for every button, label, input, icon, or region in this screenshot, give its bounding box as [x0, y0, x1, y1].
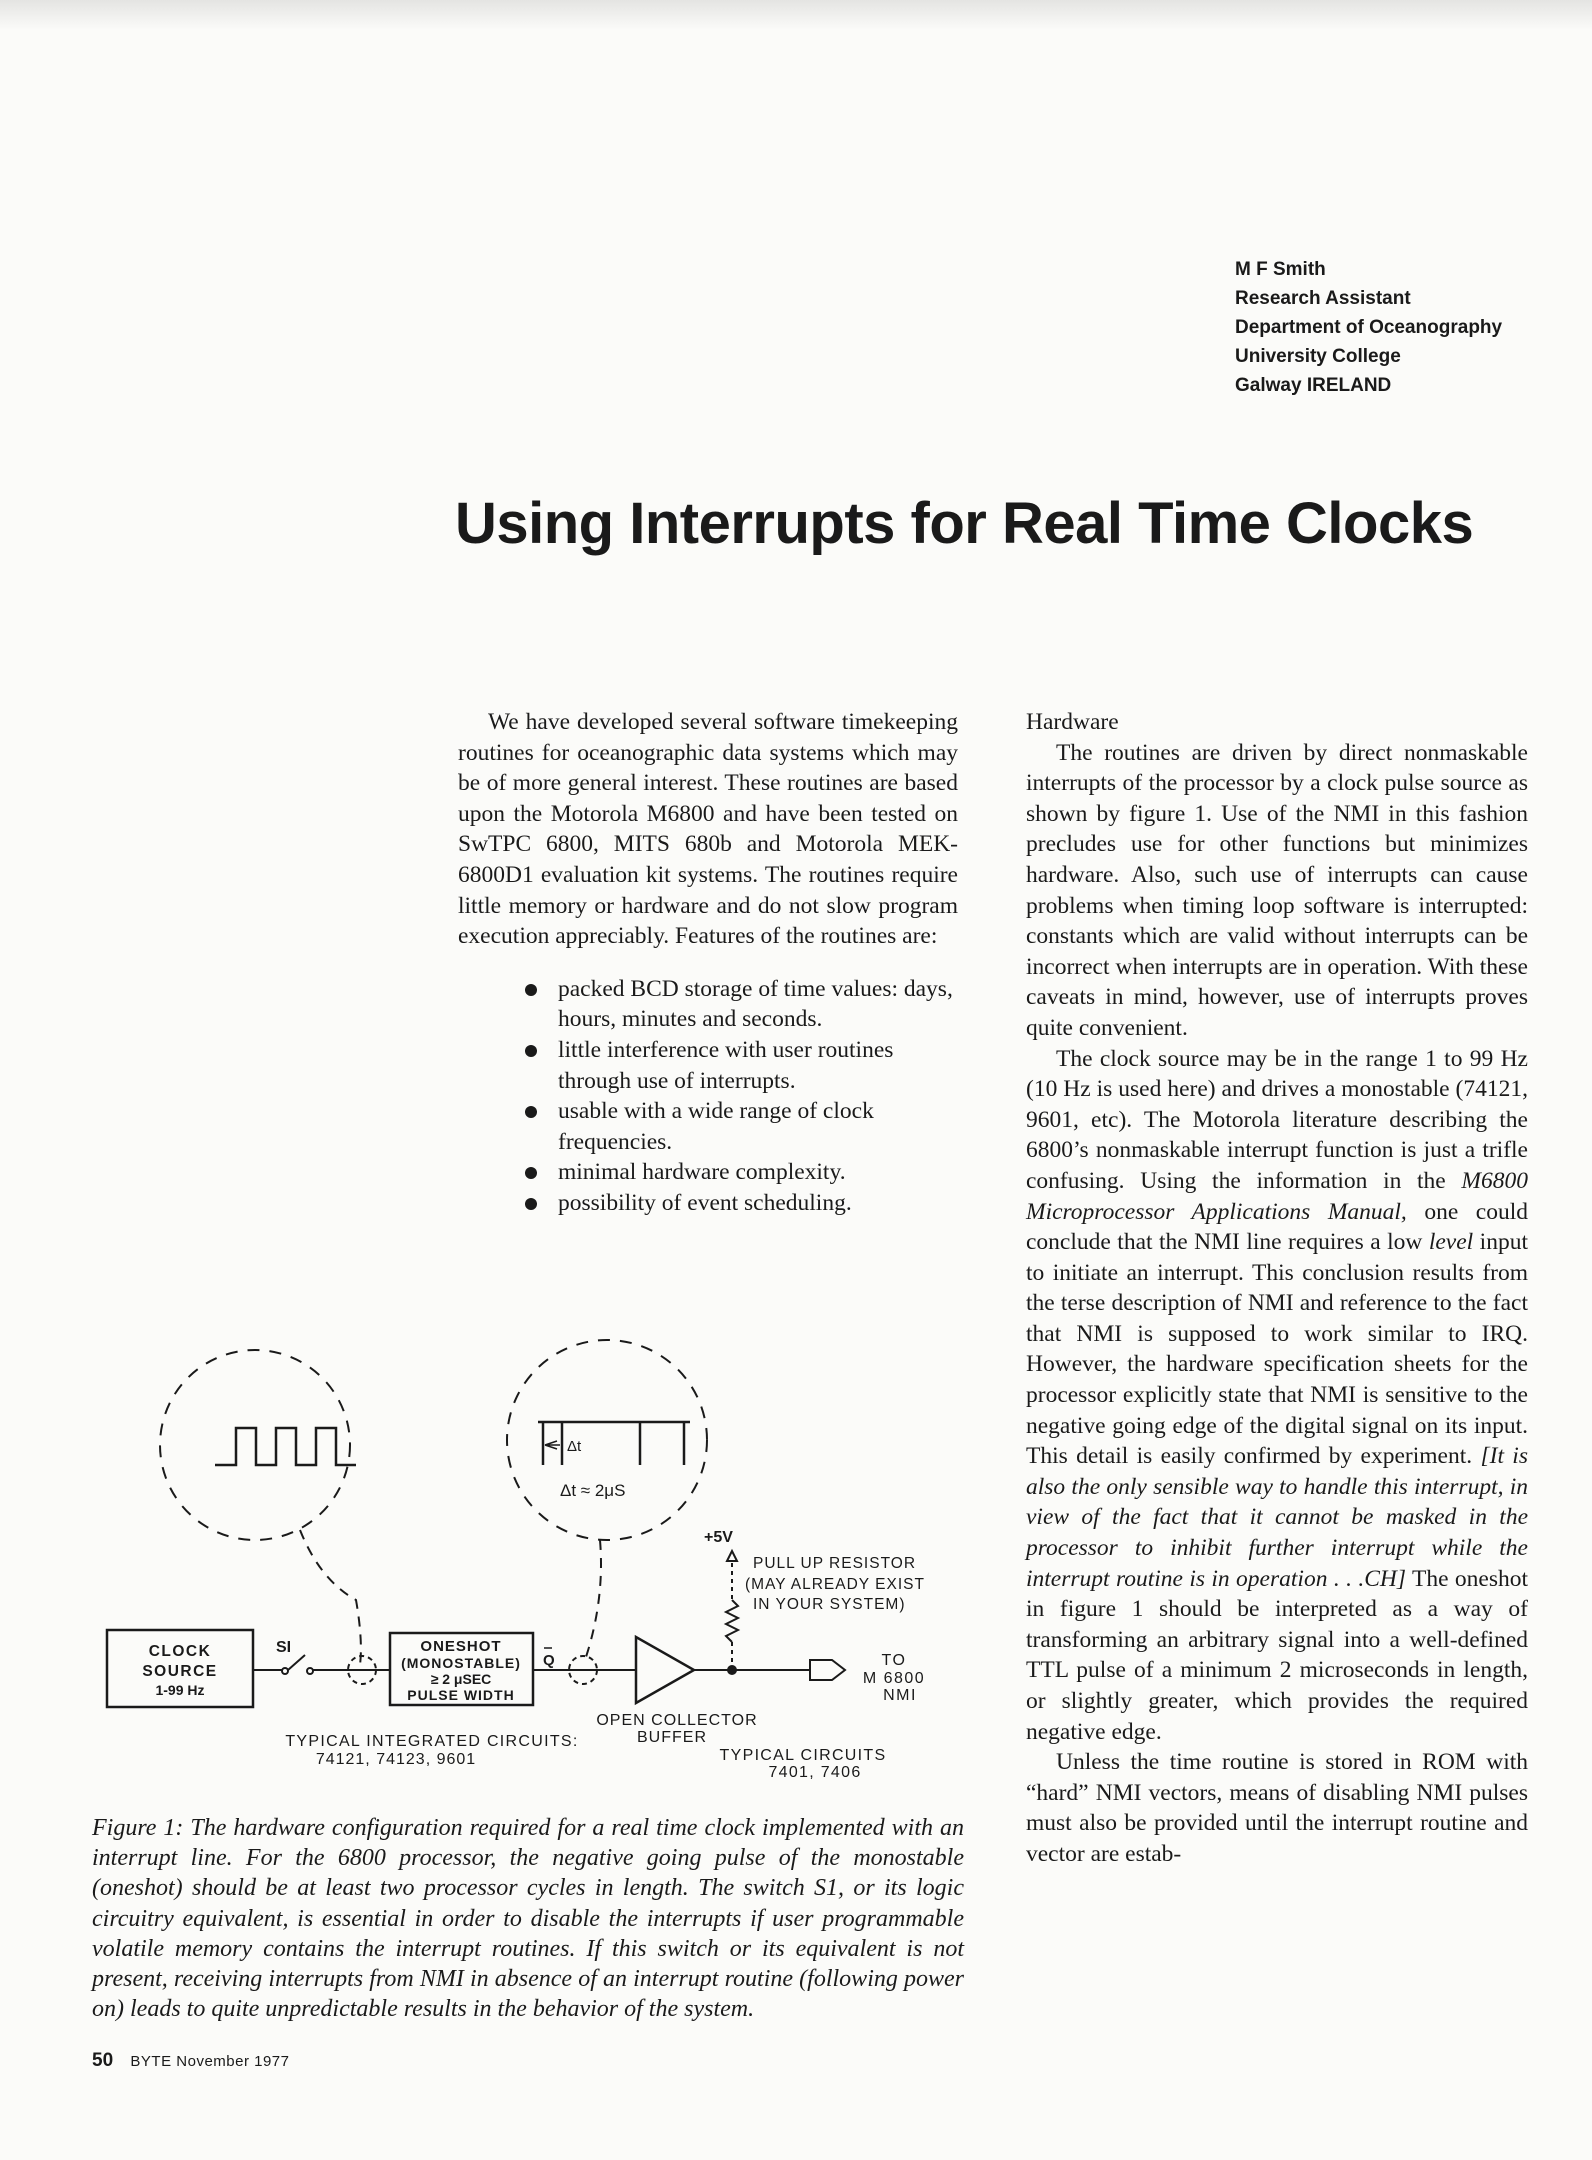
list-item: packed BCD storage of time values: days, hours, minutes and seconds. [558, 974, 958, 1035]
manual-title: M6800 Microprocessor Applications Manual, [1026, 1167, 1528, 1225]
switch-contact [307, 1668, 313, 1674]
list-item: little interference with user routines through use of interrupts. [558, 1035, 958, 1096]
page-number: 50 [92, 2050, 114, 2071]
list-item: minimal hardware complexity. [558, 1157, 958, 1188]
oneshot-label: ≥ 2 μSEC [430, 1671, 492, 1687]
switch-s1-icon [288, 1655, 305, 1670]
author-location: Galway IRELAND [1235, 375, 1392, 396]
clock-range: 1-99 Hz [155, 1682, 205, 1698]
delta-equation: Δt ≈ 2μS [560, 1481, 626, 1500]
delta-label: Δt [567, 1438, 582, 1455]
editor-note: [It is also the only sensible way to handle this interrupt, in view of the fact that it cannot be masked in the processor to inhibit further interrupt while the interrupt routine is in operation . . .CH] [1026, 1443, 1528, 1592]
to-label: M 6800 [862, 1670, 926, 1687]
ic-note: TYPICAL INTEGRATED CIRCUITS: [285, 1733, 579, 1750]
emphasis-level: level [1428, 1229, 1474, 1256]
intro-paragraph: We have developed several software timekeeping routines for oceanographic data systems which may be of more general interest. These routines are based upon the Motorola M6800 and have been tested on SwTPC 6800, MITS 680b and Motorola MEK-6800D1 evaluation kit systems. The routines require little memory or hardware and do not slow program execution appreciably. Features of the routines are: [458, 709, 958, 950]
page-footer [92, 2050, 290, 2072]
issue-line: BYTE November 1977 [130, 2053, 290, 2070]
pullup-resistor-icon [726, 1600, 738, 1642]
waveform-leader-right [585, 1540, 601, 1660]
caption-text: The hardware configuration required for a real time clock implemented with an interrupt line. For the 6800 processor, the negative going pulse of the monostable (oneshot) should be at least two processor cycles in length. The switch S1, or its logic circuitry equivalent, is essential in order to disable the interrupts if user programmable volatile memory contains the interrupt routines. If this switch or its equivalent is not present, receiving interrupts from NMI in absence of an interrupt routine (following power on) leads to quite unpredictable results in the behavior of the system. [92, 1815, 964, 2023]
waveform-leader-left [300, 1530, 361, 1665]
list-item: usable with a wide range of clock frequencies. [558, 1096, 958, 1157]
delta-arrow-icon [545, 1441, 560, 1449]
circuit-note: TYPICAL CIRCUITS [719, 1747, 887, 1764]
buffer-label: OPEN COLLECTOR [596, 1712, 758, 1729]
hardware-paragraph-2: The clock source may be in the range 1 to 99 Hz (10 Hz is used here) and drives a monostable (74121, 9601, etc). The Motorola literature describing the 6800’s nonmaskable interrupt function is just a trifle confusing. Using the information in the M6800 Microprocessor Applications Manual, one could conclude that the NMI line requires a low level input to initiate an interrupt. This conclusion results from the terse description of NMI and reference to the fact that NMI is supposed to work similar to IRQ. However, the hardware specification sheets for the processor explicitly state that NMI is sensitive to the negative going edge of the digital signal on its input. This detail is easily confirmed by experiment. [It is also the only sensible way to handle this interrupt, in view of the fact that it cannot be masked in the processor to inhibit further interrupt while the interrupt routine is in operation . . .CH] The oneshot in figure 1 should be interpreted as a way of transforming an arbitrary signal into a well-defined TTL pulse of a minimum 2 microseconds in length, or slightly greater, which provides the required negative edge. [1026, 1045, 1528, 1745]
list-item: possibility of event scheduling. [558, 1188, 958, 1219]
switch-contact [282, 1668, 288, 1674]
author-position: Research Assistant [1235, 288, 1411, 309]
junction-dot [727, 1665, 737, 1675]
to-nmi-arrow-icon [810, 1660, 845, 1680]
author-name: M F Smith [1235, 259, 1326, 280]
clock-square-wave [215, 1428, 356, 1465]
vcc-arrow-icon [727, 1551, 737, 1561]
hardware-paragraph-1: The routines are driven by direct nonmaskable interrupts of the processor by a clock pulse source as shown by figure 1. Use of the NMI in this fashion precludes use for other functions but minimizes hardware. Also, such use of interrupts can cause problems when timing loop software is interrupted: constants which are valid without interrupts can be incorrect when interrupts are in operation. With these caveats in mind, however, use of interrupts proves quite convenient. [1026, 739, 1528, 1041]
caption-label: Figure 1: [92, 1815, 184, 1841]
hardware-paragraph-3: Unless the time routine is stored in ROM with “hard” NMI vectors, means of disabling NMI pulses must also be provided until the interrupt routine and vector are estab- [1026, 1749, 1528, 1867]
supply-label: +5V [704, 1529, 733, 1546]
pullup-note: IN YOUR SYSTEM) [753, 1596, 906, 1613]
oneshot-label: (MONOSTABLE) [401, 1655, 521, 1671]
qbar-label: Q [543, 1652, 555, 1669]
circuit-note: 7401, 7406 [768, 1764, 862, 1781]
to-label: TO [881, 1652, 907, 1669]
clock-label: SOURCE [142, 1663, 218, 1680]
hardware-heading: Hardware [1026, 709, 1119, 735]
ic-note: 74121, 74123, 9601 [315, 1751, 477, 1768]
oneshot-label: ONESHOT [420, 1638, 502, 1655]
switch-label: SI [276, 1639, 292, 1656]
article-title: Using Interrupts for Real Time Clocks [455, 491, 1474, 556]
author-department: Department of Oceanography [1235, 317, 1503, 338]
clock-label: CLOCK [148, 1643, 212, 1660]
figure-caption [92, 1813, 964, 2024]
to-label: NMI [883, 1687, 917, 1704]
author-institution: University College [1235, 346, 1401, 367]
buffer-triangle [636, 1637, 694, 1703]
buffer-label: BUFFER [637, 1729, 707, 1746]
pullup-note: (MAY ALREADY EXIST [745, 1576, 925, 1593]
pulse-waveform-magnifier [507, 1340, 707, 1540]
pullup-label: PULL UP RESISTOR [753, 1555, 917, 1572]
oneshot-label: PULSE WIDTH [407, 1687, 515, 1703]
